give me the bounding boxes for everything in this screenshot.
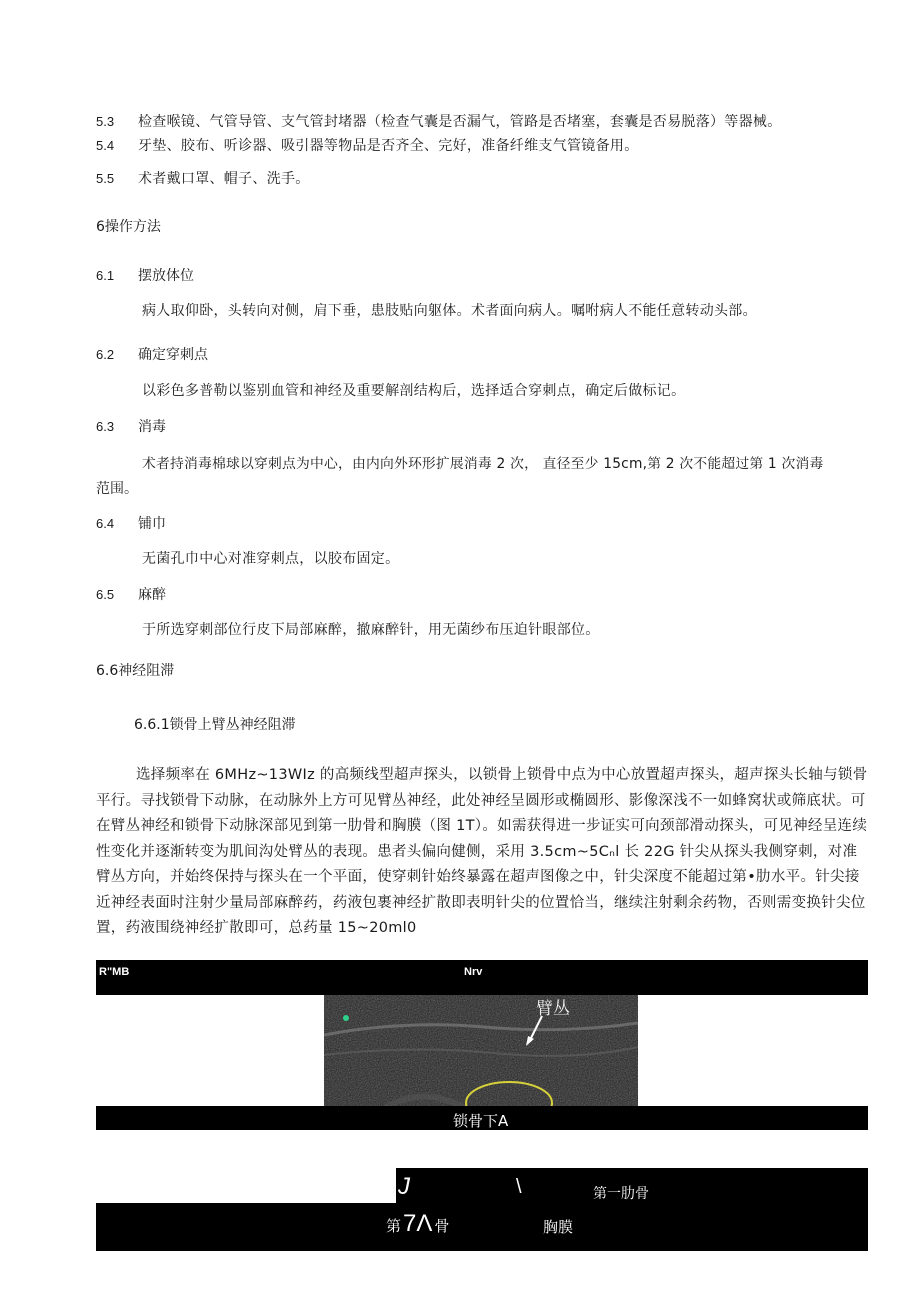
item-text: 检查喉镜、气管导管、支气管封堵器（检查气囊是否漏气，管路是否堵塞，套囊是否易脱落）等器械。 bbox=[138, 114, 782, 130]
item-text: 牙垫、胶布、听诊器、吸引器等物品是否齐全、完好，准备纤维支气管镜备用。 bbox=[138, 138, 639, 154]
item-number: 5.3 bbox=[96, 114, 115, 129]
heading-text: 摆放体位 bbox=[138, 268, 194, 284]
figure-pleura-bar bbox=[96, 1203, 868, 1251]
heading-6-6-1: 6.6.1锁骨上臂丛神经阻滞 bbox=[134, 717, 296, 733]
first-rib-label: 第一肋骨 bbox=[593, 1186, 649, 1202]
bone-label-b: 骨 bbox=[434, 1217, 450, 1235]
bone-label-big: 7Λ bbox=[403, 1210, 433, 1237]
subclavian-artery-label: 锁骨下A bbox=[453, 1112, 509, 1130]
paragraph-6-5: 于所选穿刺部位行皮下局部麻醉，撤麻醉针，用无菌纱布压迫针眼部位。 bbox=[142, 622, 600, 638]
item-5-4 bbox=[96, 137, 639, 155]
bone-label bbox=[386, 1210, 449, 1238]
label-j: J bbox=[398, 1173, 410, 1200]
figure-label-nrv: Nrv bbox=[464, 966, 483, 978]
paragraph-6-2: 以彩色多普勒以鉴别血管和神经及重要解剖结构后，选择适合穿刺点，确定后做标记。 bbox=[142, 383, 686, 399]
paragraph-6-6-1-text: 选择频率在 6MHz~13WIz 的高频线型超声探头，以锁骨上锁骨中点为中心放置超声探头，超声探头长轴与锁骨平行。寻找锁骨下动脉，在动脉外上方可见臂丛神经，此处神经呈圆形或椭圆形、影像深浅不一如蜂窝状或筛底状。可在臂丛神经和锁骨下动脉深部见到第一肋骨和胸膜（图 1T）。如需获得进一步证实可向颈部滑动探头，可见神经呈连续性变化并逐渐转变为肌间沟处臂丛的表现。患者头偏向健侧，采用 3.5cm~5Cₙl 长 22G 针尖从探头我侧穿刺，对准臂丛方向，并始终保持与探头在一个平面，使穿刺针始终暴露在超声图像之中，针尖深度不能超过第•肋水平。针尖接近神经表面时注射少量局部麻醉药，药液包裹神经扩散即表明针尖的位置恰当，继续注射剩余药物，否则需变换针尖位置，药液围绕神经扩散即可，总药量 15~20ml0 bbox=[96, 767, 868, 936]
pleura-label: 胸膜 bbox=[543, 1218, 574, 1236]
item-number: 5.5 bbox=[96, 171, 115, 186]
heading-text: 铺巾 bbox=[138, 516, 166, 532]
heading-number: 6.4 bbox=[96, 516, 115, 531]
paragraph-6-1: 病人取仰卧，头转向对侧，肩下垂，患肢贴向躯体。术者面向病人。嘱咐病人不能任意转动头部。 bbox=[142, 303, 757, 319]
item-5-5 bbox=[96, 170, 310, 188]
item-5-3 bbox=[96, 113, 782, 131]
item-text: 术者戴口罩、帽子、洗手。 bbox=[138, 171, 310, 187]
arrow-icon bbox=[520, 1012, 550, 1048]
paragraph-6-6-1 bbox=[96, 763, 870, 942]
heading-6-6: 6.6神经阻滞 bbox=[96, 663, 175, 679]
bone-label-a: 第 bbox=[386, 1217, 402, 1235]
label-backslash: \ bbox=[516, 1176, 522, 1198]
figure-label-rmb: R"MB bbox=[99, 966, 130, 978]
heading-number: 6.2 bbox=[96, 347, 115, 362]
heading-6-4 bbox=[96, 515, 166, 533]
section-6-heading: 6操作方法 bbox=[96, 219, 161, 235]
heading-number: 6.1 bbox=[96, 268, 115, 283]
heading-number: 6.3 bbox=[96, 419, 115, 434]
heading-text: 确定穿刺点 bbox=[138, 347, 208, 363]
item-number: 5.4 bbox=[96, 138, 115, 153]
paragraph-6-3: 术者持消毒棉球以穿刺点为中心，由内向外环形扩展消毒 2 次， 直径至少 15cm,第 2 次不能超过第 1 次消毒 bbox=[142, 456, 824, 472]
brachial-plexus-text: 臂丛 bbox=[536, 999, 570, 1019]
heading-text: 麻醉 bbox=[138, 587, 166, 603]
heading-6-1 bbox=[96, 267, 194, 285]
heading-6-3 bbox=[96, 418, 166, 436]
heading-6-2 bbox=[96, 346, 208, 364]
paragraph-6-3-cont: 范围。 bbox=[96, 481, 138, 497]
heading-number: 6.5 bbox=[96, 587, 115, 602]
heading-6-5 bbox=[96, 586, 166, 604]
paragraph-6-4: 无菌孔巾中心对准穿刺点，以胶布固定。 bbox=[142, 551, 400, 567]
heading-text: 消毒 bbox=[138, 419, 166, 435]
